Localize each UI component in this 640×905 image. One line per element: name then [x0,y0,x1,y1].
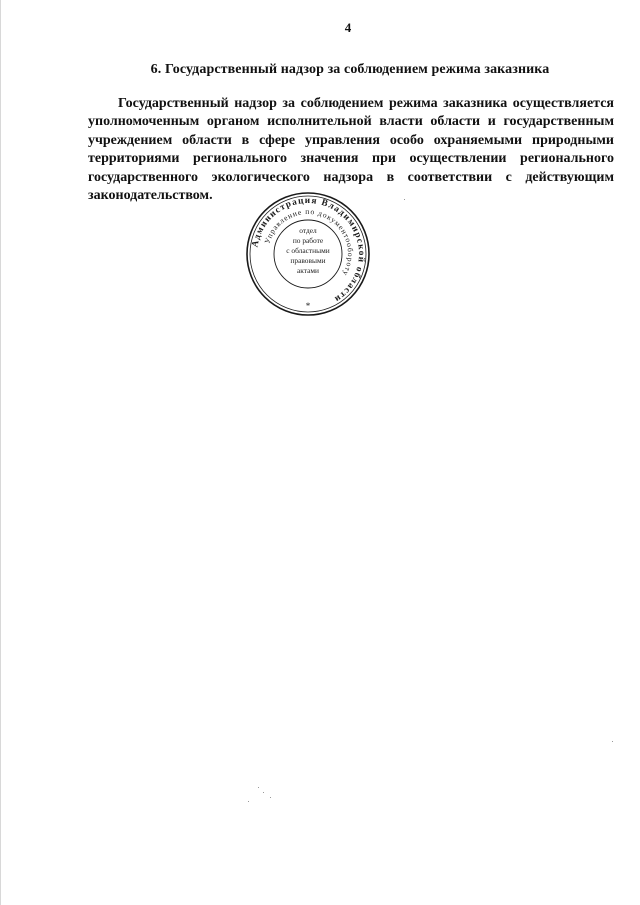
scan-speck [248,801,249,802]
section-heading: 6. Государственный надзор за соблюдением режима заказника [150,62,550,77]
scan-speck [270,797,271,798]
page-edge-line [0,0,1,905]
stamp-inner-text: Управление по документообороту [262,206,356,278]
scan-speck [404,199,405,200]
stamp-seal-icon [245,191,371,317]
stamp-center-line-2: по работе [292,236,324,245]
stamp-center-line-1: отдел [299,226,317,235]
stamp-center-line-3: с областными [286,246,330,255]
stamp-star: * [305,301,311,311]
stamp-center-line-4: правовыми [290,256,326,265]
stamp-outer-text: Администрация Владимирской области [249,194,368,306]
official-stamp [245,191,371,317]
stamp-center-line-5: актами [296,266,320,275]
section-paragraph: Государственный надзор за соблюдением режима заказника осуществляется уполномоченным органом исполнительной власти области и государственным учреждением области в сфере управления особо охраняемыми природными территориями регионального значения при осуществлении регионального государственного экологического надзора в соответствии с действующим законодательством. [88,96,614,204]
scan-speck [263,792,264,793]
scan-speck [258,787,259,788]
scan-speck [612,741,613,742]
page-number: 4 [344,20,352,35]
